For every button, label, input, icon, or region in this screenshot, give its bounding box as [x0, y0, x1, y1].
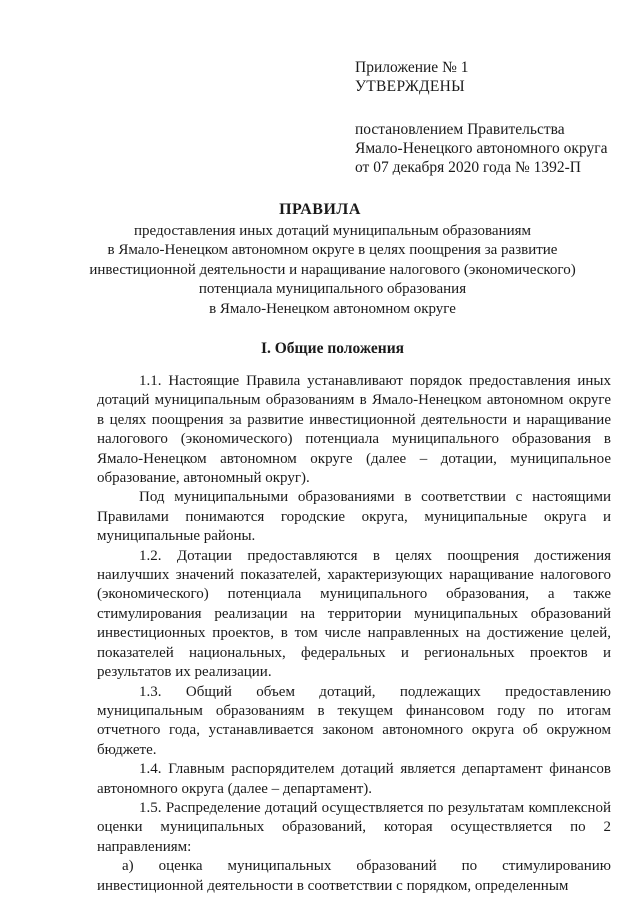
paragraph-1-5-a: а) оценка муниципальных образований по стимулированию инвестиционной деятельности в соответствии с порядком, определенным	[97, 858, 611, 894]
document-body	[97, 372, 611, 896]
paragraph-1-4: 1.4. Главным распорядителем дотаций является департамент финансов автономного округа (далее – департамент).	[97, 761, 611, 797]
title-line-2: в Ямало-Ненецком автономном округе в целях поощрения за развитие	[107, 242, 558, 258]
decree-line-1: постановлением Правительства	[355, 121, 565, 138]
paragraph-1-5: 1.5. Распределение дотаций осуществляется по результатам комплексной оценки муниципальных образований, которая осуществляется по 2 направлениям:	[97, 799, 611, 855]
approved-label: УТВЕРЖДЕНЫ	[355, 78, 465, 95]
appendix-number: Приложение № 1	[355, 59, 469, 76]
title-line-5: в Ямало-Ненецком автономном округе	[209, 300, 456, 317]
approval-spacer	[355, 96, 607, 120]
document-title-block	[0, 200, 640, 319]
paragraph-1-2: 1.2. Дотации предоставляются в целях поощрения достижения наилучших значений показателей, характеризующих наращивание налогового (экономического) потенциала муниципального образования, а также стимулирования реализации на территории муниципальных образований инвестиционных проектов, в том числе направленных на достижение целей, показателей национальных, федеральных и региональных проектов и результатов их реализации.	[97, 547, 611, 681]
paragraph-1-1: 1.1. Настоящие Правила устанавливают порядок предоставления иных дотаций муниципальным образованиям в Ямало-Ненецком автономном округе в целях поощрения за развитие инвестиционной деятельности и наращивание налогового (экономического) потенциала муниципального образования в Ямало-Ненецком автономном округе (далее – дотации, муниципальное образование, автономный округ).	[97, 373, 611, 487]
decree-line-2: Ямало-Ненецкого автономного округа	[355, 140, 608, 157]
title-line-1: предоставления иных дотаций муниципальным образованиям	[133, 222, 532, 239]
document-title: ПРАВИЛА	[279, 201, 361, 218]
paragraph-definition: Под муниципальными образованиями в соответствии с настоящими Правилами понимаются городские округа, муниципальные округа и муниципальные районы.	[97, 489, 611, 545]
title-line-3: инвестиционной деятельности и наращивание налогового (экономического)	[89, 261, 576, 278]
section-heading: I. Общие положения	[260, 340, 405, 357]
title-line-4: потенциала муниципального образования	[198, 281, 467, 297]
paragraph-1-3: 1.3. Общий объем дотаций, подлежащих предоставлению муниципальным образованиям в текущем финансовом году по итогам отчетного года, устанавливается законом автономного округа об окружном бюджете.	[97, 683, 611, 758]
approval-block	[355, 58, 607, 177]
decree-line-3: от 07 декабря 2020 года № 1392-П	[355, 159, 581, 176]
